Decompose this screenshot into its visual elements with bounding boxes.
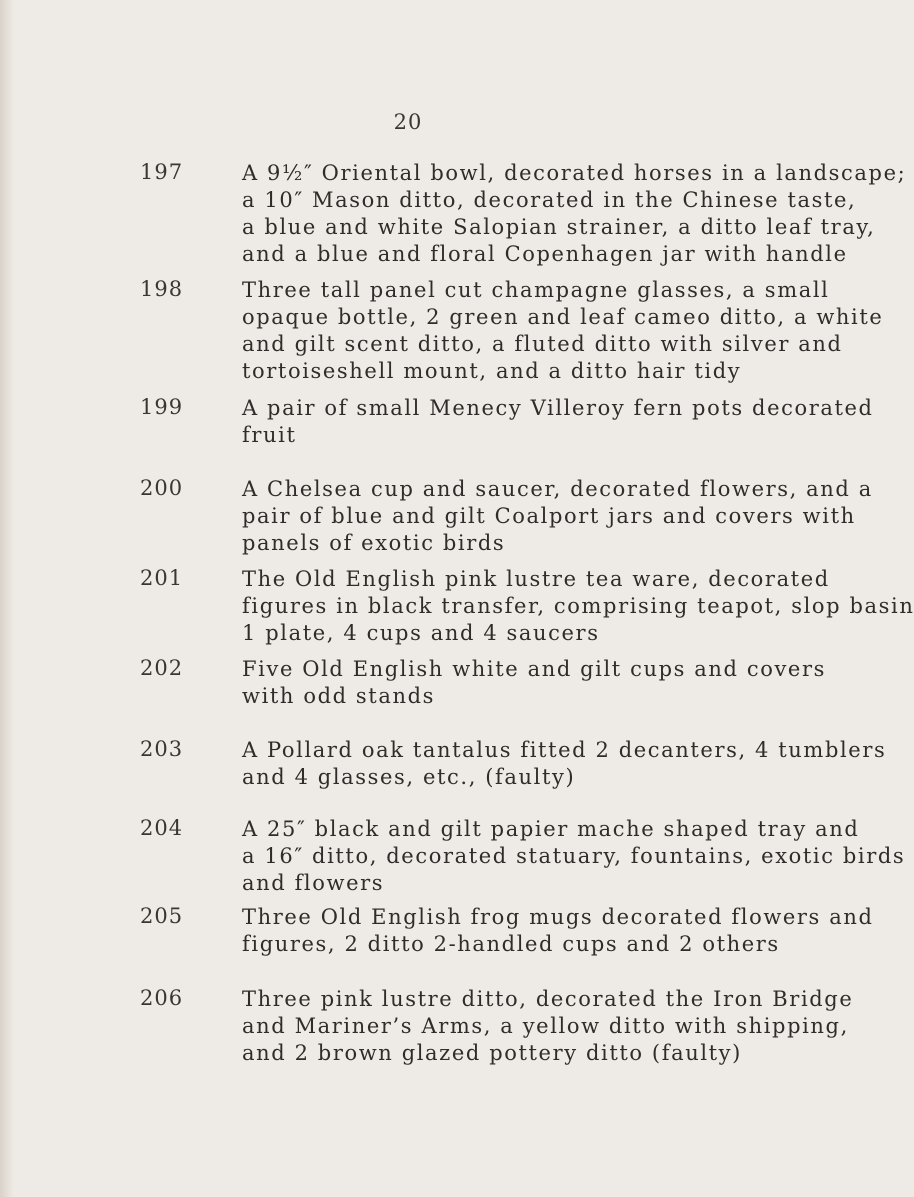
lot-description [242, 904, 874, 958]
description-line: a 10″ Mason ditto, decorated in the Chinese taste, [242, 188, 857, 212]
lot-number: 205 [140, 904, 184, 928]
description-line: and a blue and floral Copenhagen jar with handle [242, 242, 848, 266]
lot-description [242, 816, 906, 897]
lot-description [242, 476, 873, 557]
lot-number: 199 [140, 395, 184, 419]
lot-description [242, 160, 907, 268]
description-line: A 9½″ Oriental bowl, decorated horses in a landscape; [242, 161, 907, 185]
description-line: Three Old English frog mugs decorated flowers and [242, 905, 874, 929]
lot-number: 202 [140, 656, 184, 680]
description-line: and flowers [242, 871, 385, 895]
description-line: a blue and white Salopian strainer, a ditto leaf tray, [242, 215, 876, 239]
lot-description [242, 566, 914, 647]
description-line: pair of blue and gilt Coalport jars and covers with [242, 504, 856, 528]
description-line: fruit [242, 423, 297, 447]
description-line: and 4 glasses, etc., (faulty) [242, 765, 576, 789]
description-line: a 16″ ditto, decorated statuary, fountains, exotic birds [242, 844, 906, 868]
description-line: Five Old English white and gilt cups and covers [242, 657, 826, 681]
description-line: A pair of small Menecy Villeroy fern pots decorated [242, 396, 874, 420]
lot-number: 200 [140, 476, 184, 500]
description-line: and 2 brown glazed pottery ditto (faulty) [242, 1041, 742, 1065]
description-line: 1 plate, 4 cups and 4 saucers [242, 621, 600, 645]
description-line: opaque bottle, 2 green and leaf cameo ditto, a white [242, 305, 884, 329]
description-line: A Chelsea cup and saucer, decorated flowers, and a [242, 477, 873, 501]
lot-number: 197 [140, 160, 184, 184]
description-line: and gilt scent ditto, a fluted ditto with silver and [242, 332, 843, 356]
description-line: A Pollard oak tantalus fitted 2 decanters, 4 tumblers [242, 738, 887, 762]
lot-number: 206 [140, 986, 184, 1010]
description-line: tortoiseshell mount, and a ditto hair tidy [242, 359, 742, 383]
page-left-edge [0, 0, 14, 1197]
lot-description [242, 277, 884, 385]
page-number: 20 [393, 110, 423, 134]
description-line: Three tall panel cut champagne glasses, a small [242, 278, 830, 302]
lot-number: 201 [140, 566, 184, 590]
description-line: A 25″ black and gilt papier mache shaped tray and [242, 817, 860, 841]
lot-description [242, 737, 887, 791]
lot-description [242, 395, 874, 449]
lot-description [242, 986, 854, 1067]
lot-number: 203 [140, 737, 184, 761]
description-line: The Old English pink lustre tea ware, decorated [242, 567, 830, 591]
description-line: figures, 2 ditto 2-handled cups and 2 others [242, 932, 780, 956]
lot-number: 198 [140, 277, 184, 301]
lot-description [242, 656, 826, 710]
description-line: with odd stands [242, 684, 436, 708]
description-line: Three pink lustre ditto, decorated the Iron Bridge [242, 987, 854, 1011]
lot-number: 204 [140, 816, 184, 840]
description-line: and Mariner’s Arms, a yellow ditto with shipping, [242, 1014, 849, 1038]
description-line: figures in black transfer, comprising teapot, slop basin [242, 594, 914, 618]
description-line: panels of exotic birds [242, 531, 506, 555]
